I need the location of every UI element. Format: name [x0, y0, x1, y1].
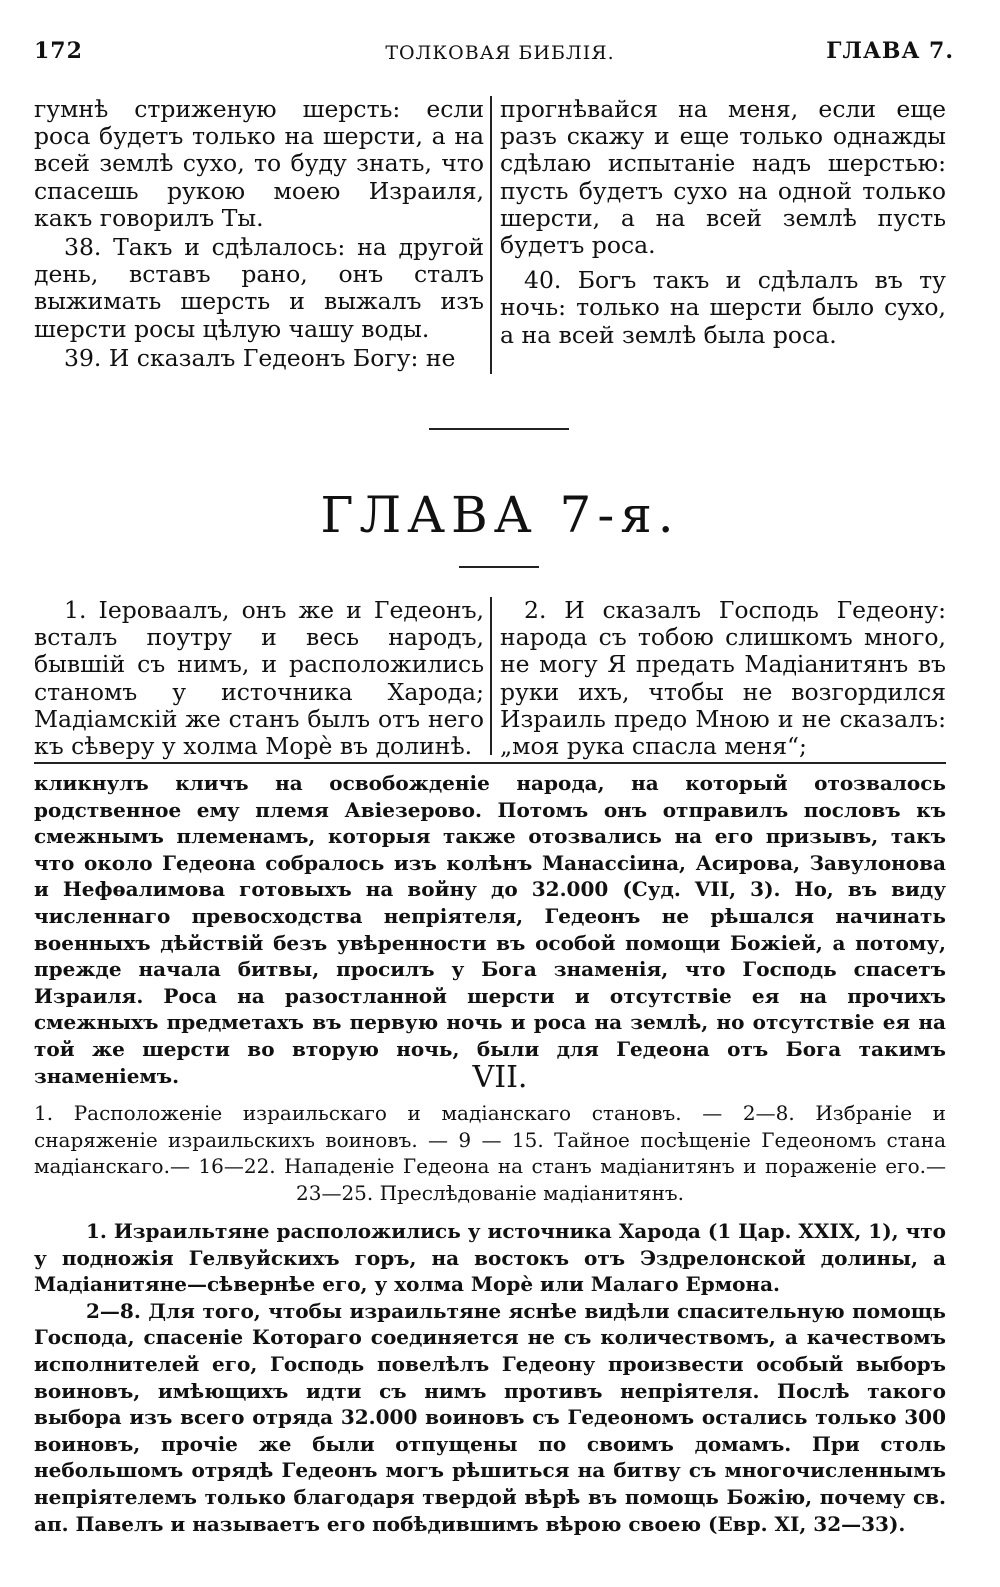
commentary-paragraph	[34, 1298, 946, 1537]
commentary-paragraph	[34, 1218, 946, 1298]
verse-40: 40. Богъ такъ и сдѣлалъ въ ту ночь: только на шерсти было сухо, а на всей землѣ была роса.	[500, 266, 946, 349]
section-numeral: VII.	[472, 1060, 528, 1095]
verse-text: прогнѣвайся на меня, если еще разъ скажу и еще только однажды сдѣлаю испытаніе надъ шерстью: пусть будетъ сухо на одной только шерсти, а на всей землѣ пусть будетъ роса.	[500, 95, 946, 260]
title-rule	[459, 566, 539, 568]
running-title: ТОЛКОВАЯ БИБЛІЯ.	[385, 42, 615, 64]
commentary-previous: кликнулъ кличъ на освобожденіе народа, на который отозвалось родственное ему племя Авіезерово. Потомъ онъ отправилъ пословъ къ смежнымъ племенамъ, которыя также отозвались на его призывъ, такъ что около Гедеона собралось изъ колѣнъ Манассіина, Асирова, Завулонова и Нефѳалимова готовыхъ на войну до 32.000 (Суд. VII, 3). Но, въ виду численнаго превосходства непріятеля, Гедеонъ не рѣшался начинать военныхъ дѣйствій безъ увѣренности въ особой помощи Божіей, а потому, прежде начала битвы, просилъ у Бога знаменія, что Господь спасетъ Израиля. Роса на разостланной шерсти и отсутствіе ея на прочихъ смежныхъ предметахъ въ первую ночь и роса на землѣ, но отсутствіе ея на той же шерсти во вторую ночь, были для Гедеона отъ Бога такимъ знаменіемъ.	[34, 771, 946, 1088]
top-right-column	[500, 96, 946, 349]
commentary-text: Израильтяне расположились у источника Харода (1 Цар. XXIX, 1), что у подножія Гелвуйскихъ горъ, на востокъ отъ Эздрелонской долины, а Мадіанитяне—сѣвернѣе его, у холма Морѐ или Малаго Ермона.	[34, 1219, 946, 1297]
commentary-ref: 1.	[86, 1219, 107, 1243]
text-commentary-rule	[34, 762, 946, 764]
page-number: 172	[34, 38, 83, 64]
column-divider	[490, 597, 492, 755]
chapter-title: ГЛАВА 7-я.	[320, 486, 680, 544]
commentary-body	[34, 1218, 946, 1537]
chapter-verse-1: 1. Іероваалъ, онъ же и Гедеонъ, всталъ поутру и весь народъ, бывшій съ нимъ, и расположились станомъ у источника Харода; Мадіамскій же станъ былъ отъ него къ сѣверу у холма Морѐ въ долинѣ.	[34, 596, 484, 761]
column-divider	[490, 96, 492, 374]
section-summary: 1. Расположеніе израильскаго и мадіанскаго становъ. — 2—8. Избраніе и снаряженіе израильскихъ воиновъ. — 9 — 15. Тайное посѣщеніе Гедеономъ стана мадіанскаго.— 16—22. Нападеніе Гедеона на станъ мадіанитянъ и пораженіе его.—23—25. Преслѣдованіе мадіанитянъ.	[34, 1101, 946, 1205]
verse-39: 39. И сказалъ Гедеонъ Богу: не	[64, 343, 456, 372]
commentary-text: Для того, чтобы израильтяне яснѣе видѣли спасительную помощь Господа, спасеніе Котораго соединяется не съ количествомъ, а качествомъ исполнителей его, Господь повелѣлъ Гедеону произвести особый выборъ воиновъ, имѣющихъ идти съ нимъ противъ непріятеля. Послѣ такого выбора изъ всего отряда 32.000 воиновъ съ Гедеономъ остались только 300 воиновъ, прочіе же были отпущены по своимъ домамъ. При столь небольшомъ отрядѣ Гедеонъ могъ рѣшиться на битву съ многочисленнымъ непріятелемъ только благодаря твердой вѣрѣ въ помощь Божію, почему св. ап. Павелъ и называетъ его побѣдившимъ вѣрою своею (Евр. XI, 32—33).	[34, 1298, 946, 1536]
commentary-ref: 2—8.	[86, 1298, 141, 1323]
chapter-label: ГЛАВА 7.	[826, 38, 954, 64]
chapter-verse-2: 2. И сказалъ Господь Гедеону: народа съ тобою слишкомъ много, не могу Я предать Мадіанитянъ въ руки ихъ, чтобы не возгордился Израиль предо Мною и не сказалъ: „моя рука спасла меня“;	[500, 596, 946, 761]
separator-rule	[429, 428, 569, 430]
top-left-column	[34, 96, 484, 372]
verse-text: гумнѣ стриженую шерсть: если роса будетъ только на шерсти, а на всей землѣ сухо, то буду знать, что спасешь рукою моею Израиля, какъ говорилъ Ты.	[34, 95, 484, 232]
verse-38: 38. Такъ и сдѣлалось: на другой день, вставъ рано, онъ сталъ выжимать шерсть и выжалъ изъ шерсти росы цѣлую чашу воды.	[34, 233, 484, 343]
